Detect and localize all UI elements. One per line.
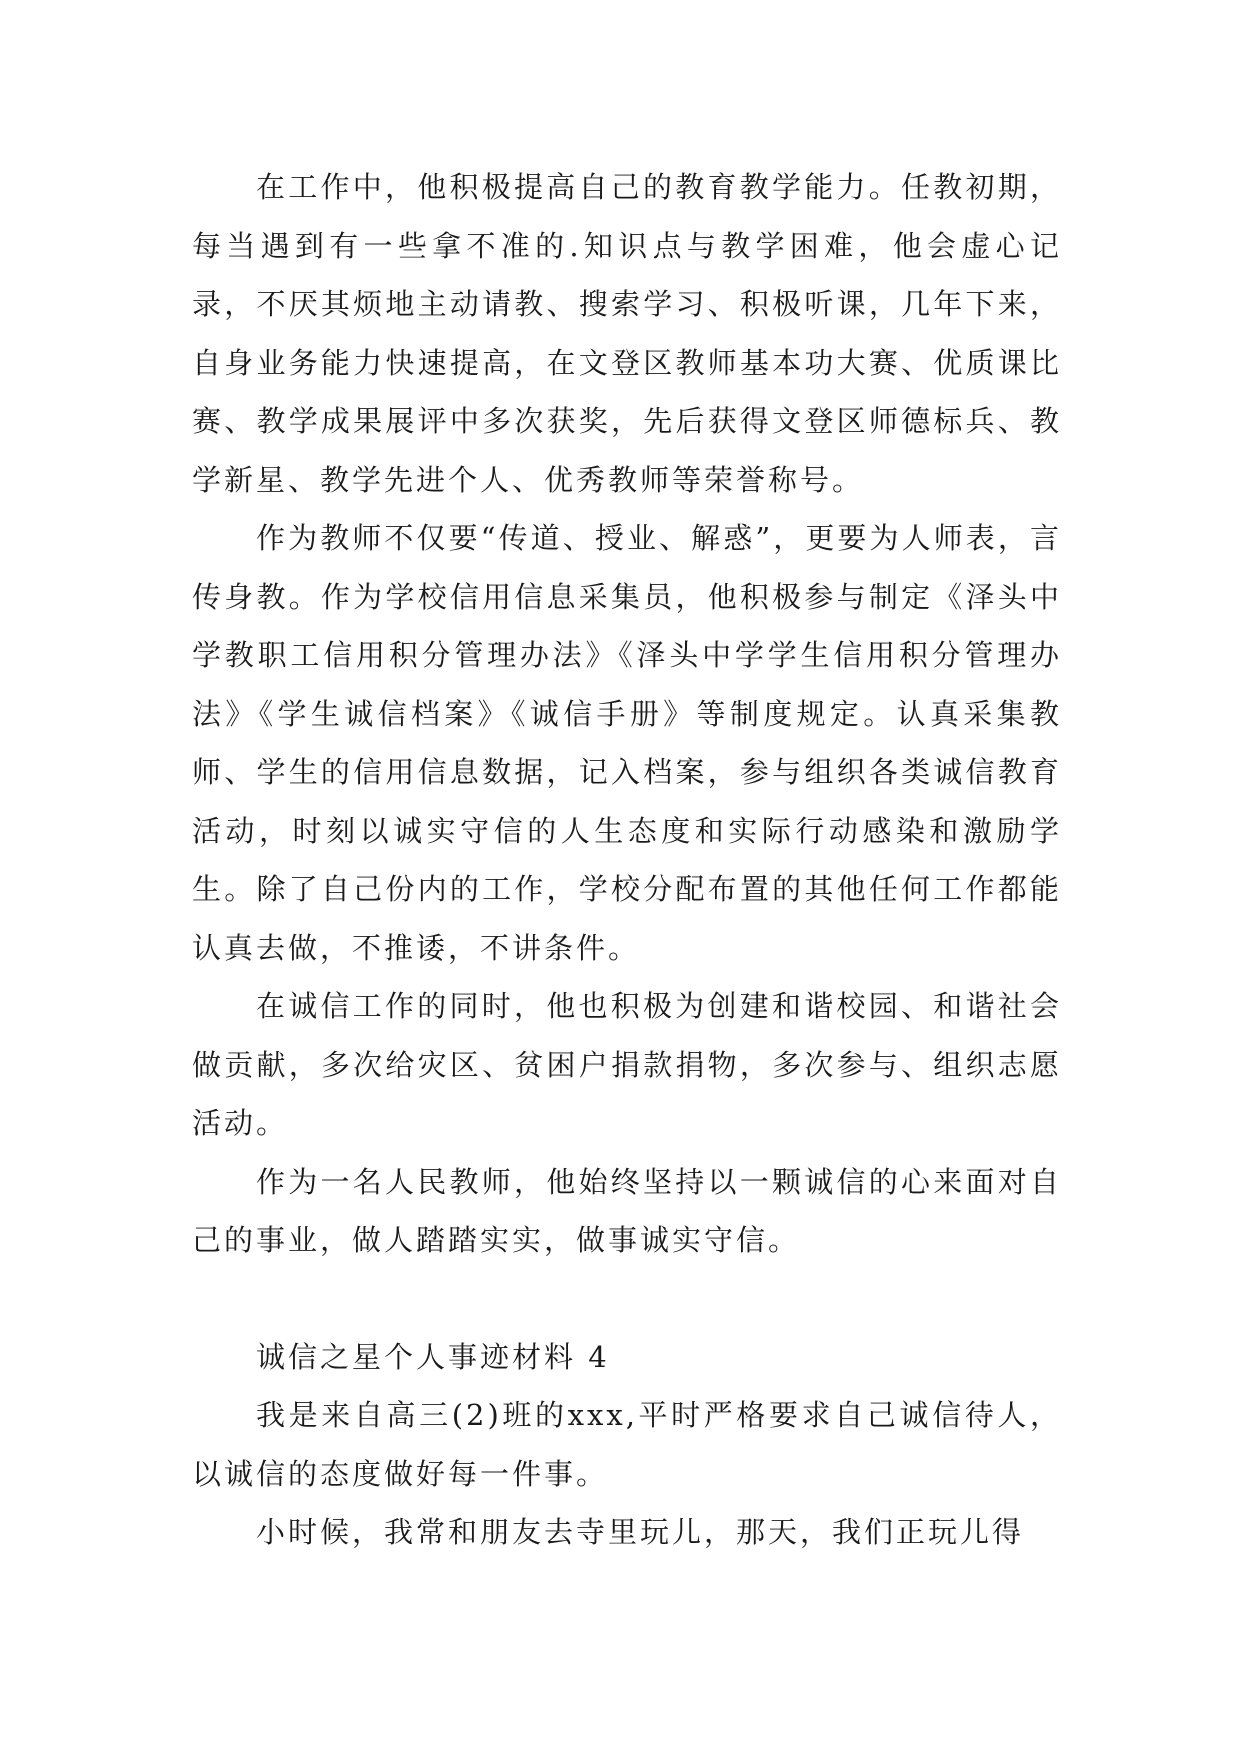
paragraph-teaching-ability: 在工作中，他积极提高自己的教育教学能力。任教初期，每当遇到有一些拿不准的.知识点与教学困难，他会虚心记录，不厌其烦地主动请教、搜索学习、积极听课，几年下来，自身业务能力快速提高，在文登区教师基本功大赛、优质课比赛、教学成果展评中多次获奖，先后获得文登区师德标兵、教学新星、教学先进个人、优秀教师等荣誉称号。: [192, 170, 1062, 497]
paragraph-people-teacher: 作为一名人民教师，他始终坚持以一颗诚信的心来面对自己的事业，做人踏踏实实，做事诚实守信。: [192, 1164, 1062, 1257]
paragraph-harmonious-campus: 在诚信工作的同时，他也积极为创建和谐校园、和谐社会做贡献，多次给灾区、贫困户捐款捐物，多次参与、组织志愿活动。: [192, 989, 1062, 1140]
section-heading: 诚信之星个人事迹材料 4: [256, 1339, 610, 1374]
paragraph-credit-collector: 作为教师不仅要“传道、授业、解惑”，更要为人师表，言传身教。作为学校信用信息采集员，他积极参与制定《泽头中学教职工信用积分管理办法》《泽头中学学生信用积分管理办法》《学生诚信档案》《诚信手册》等制度规定。认真采集教师、学生的信用信息数据，记入档案，参与组织各类诚信教育活动，时刻以诚实守信的人生态度和实际行动感染和激励学生。除了自己份内的工作，学校分配布置的其他任何工作都能认真去做，不推诿，不讲条件。: [192, 521, 1062, 965]
paragraph-student-intro: 我是来自高三(2)班的xxx,平时严格要求自己诚信待人，以诚信的态度做好每一件事。: [192, 1398, 1062, 1491]
document-body: [192, 158, 1062, 1562]
paragraph-childhood: 小时候，我常和朋友去寺里玩儿，那天，我们正玩儿得: [256, 1515, 1025, 1549]
section-spacer: [192, 1270, 1062, 1328]
